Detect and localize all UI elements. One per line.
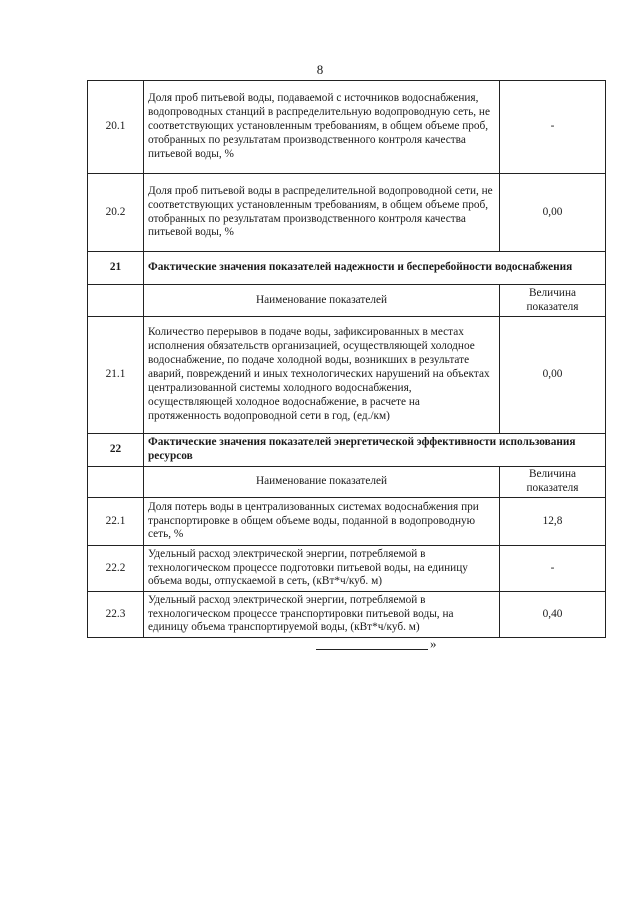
column-header-value: Величина показателя (500, 467, 606, 498)
row-number: 22.1 (88, 498, 144, 546)
section-row (88, 434, 606, 467)
indicator-text: Доля проб питьевой воды, подаваемой с источников водоснабжения, водопроводных станций в распределительную водопроводную сеть, не соответствующих установленным требованиям, в общем объеме проб, отобранных по результатам производственного контроля качества питьевой воды, % (144, 81, 500, 174)
indicator-value: 12,8 (500, 498, 606, 546)
table-row (88, 317, 606, 434)
column-header-value: Величина показателя (500, 285, 606, 317)
indicator-value: 0,00 (500, 317, 606, 434)
end-underline (316, 649, 428, 650)
column-header-row (88, 285, 606, 317)
row-number: 20.2 (88, 174, 144, 252)
table-row (88, 592, 606, 638)
indicator-text: Доля потерь воды в централизованных системах водоснабжения при транспортировке в общем объеме воды, поданной в водопроводную сеть, % (144, 498, 500, 546)
empty-cell (88, 285, 144, 317)
table-row (88, 498, 606, 546)
indicators-table (87, 80, 606, 638)
page-number: 8 (316, 62, 324, 77)
indicator-text: Доля проб питьевой воды в распределительной водопроводной сети, не соответствующих установленным требованиям, в общем объеме проб, отобранных по результатам производственного контроля качества питьевой воды, % (144, 174, 500, 252)
empty-cell (88, 467, 144, 498)
indicator-text: Количество перерывов в подаче воды, зафиксированных в местах исполнения обязательств организацией, осуществляющей холодное водоснабжение, по подаче холодной воды, возникших в результате аварий, повреждений и иных технологических нарушений на объектах централизованной системы холодного водоснабжения, осуществляющей холодное водоснабжение, в расчете на протяженность водопроводной сети в год, (ед./км) (144, 317, 500, 434)
section-row (88, 252, 606, 285)
column-header-name: Наименование показателей (144, 285, 500, 317)
end-mark (316, 636, 437, 652)
indicator-value: - (500, 81, 606, 174)
table-row (88, 546, 606, 592)
section-number: 21 (88, 252, 144, 285)
row-number: 20.1 (88, 81, 144, 174)
column-header-row (88, 467, 606, 498)
section-title: Фактические значения показателей надежности и бесперебойности водоснабжения (144, 252, 606, 285)
closing-quote: » (430, 636, 437, 651)
column-header-name: Наименование показателей (144, 467, 500, 498)
indicator-value: 0,40 (500, 592, 606, 638)
indicator-text: Удельный расход электрической энергии, потребляемой в технологическом процессе подготовки питьевой воды, на единицу объема воды, отпускаемой в сеть, (кВт*ч/куб. м) (144, 546, 500, 592)
row-number: 21.1 (88, 317, 144, 434)
row-number: 22.2 (88, 546, 144, 592)
indicator-value: - (500, 546, 606, 592)
indicator-text: Удельный расход электрической энергии, потребляемой в технологическом процессе транспортировки питьевой воды, на единицу объема транспортируемой воды, (кВт*ч/куб. м) (144, 592, 500, 638)
section-number: 22 (88, 434, 144, 467)
table-row (88, 81, 606, 174)
indicator-value: 0,00 (500, 174, 606, 252)
table-row (88, 174, 606, 252)
section-title: Фактические значения показателей энергетической эффективности использования ресурсов (144, 434, 606, 467)
row-number: 22.3 (88, 592, 144, 638)
